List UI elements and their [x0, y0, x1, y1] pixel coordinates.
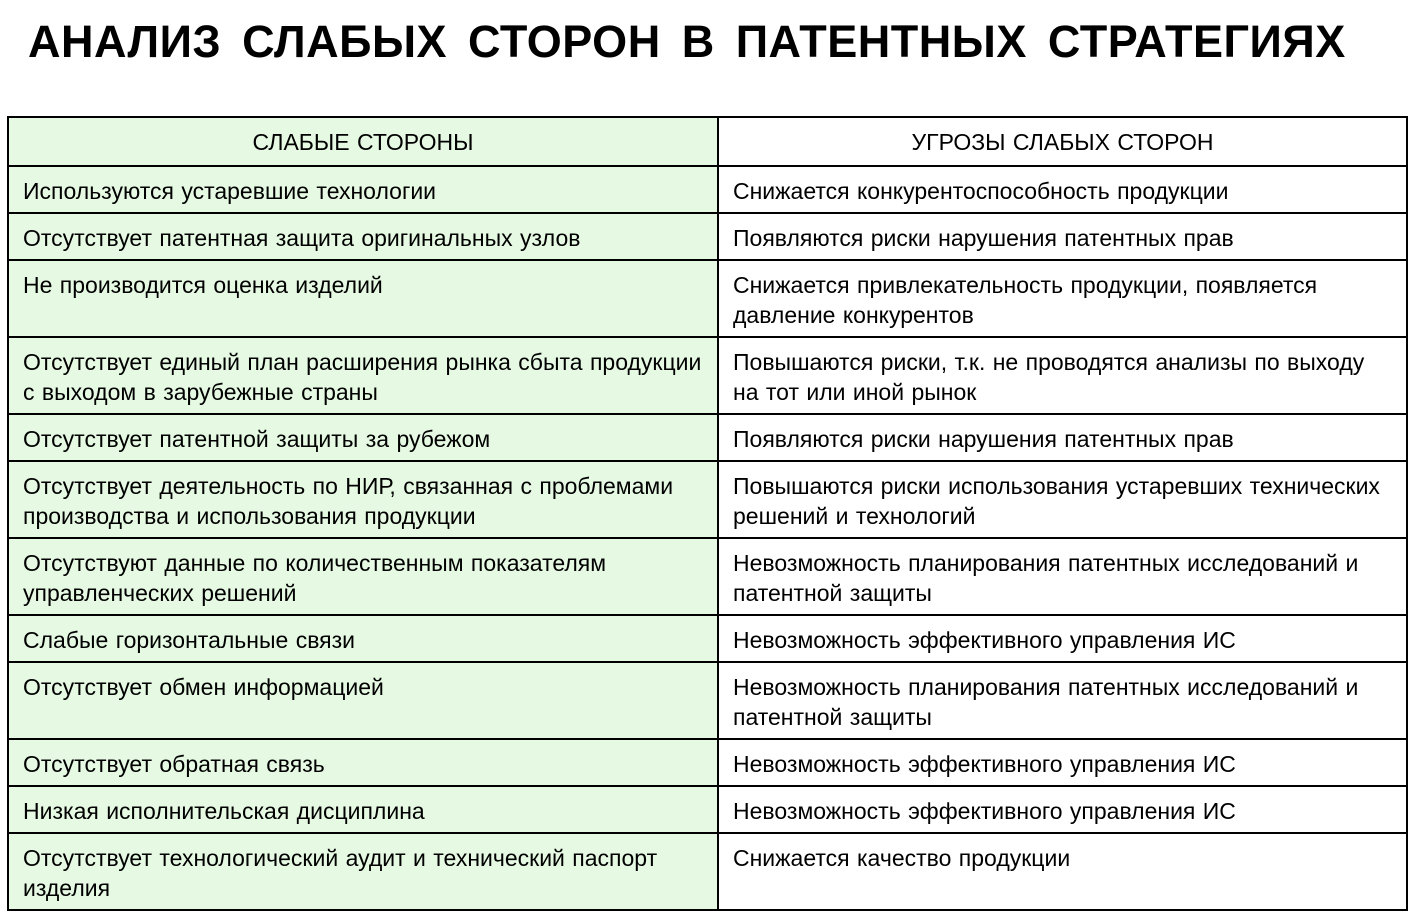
table-row — [8, 833, 1407, 910]
header-threats: УГРОЗЫ СЛАБЫХ СТОРОН — [718, 117, 1407, 166]
table-row — [8, 213, 1407, 260]
weakness-cell: Слабые горизонтальные связи — [8, 615, 718, 662]
weakness-cell: Отсутствует обмен информацией — [8, 662, 718, 739]
threat-cell: Невозможность эффективного управления ИС — [718, 615, 1407, 662]
threat-cell: Снижается привлекательность продукции, появляется давление конкурентов — [718, 260, 1407, 337]
table-row — [8, 461, 1407, 538]
header-weaknesses: СЛАБЫЕ СТОРОНЫ — [8, 117, 718, 166]
weakness-cell: Отсутствует патентная защита оригинальных узлов — [8, 213, 718, 260]
threat-cell: Снижается конкурентоспособность продукции — [718, 166, 1407, 213]
page-title: АНАЛИЗ СЛАБЫХ СТОРОН В ПАТЕНТНЫХ СТРАТЕГИЯХ — [28, 16, 1346, 67]
table-row — [8, 615, 1407, 662]
table-row — [8, 739, 1407, 786]
threat-cell: Невозможность планирования патентных исследований и патентной защиты — [718, 538, 1407, 615]
weakness-cell: Отсутствует технологический аудит и технический паспорт изделия — [8, 833, 718, 910]
table-row — [8, 260, 1407, 337]
weakness-cell: Отсутствуют данные по количественным показателям управленческих решений — [8, 538, 718, 615]
weakness-cell: Не производится оценка изделий — [8, 260, 718, 337]
table-row — [8, 166, 1407, 213]
threat-cell: Появляются риски нарушения патентных прав — [718, 213, 1407, 260]
weakness-cell: Отсутствует деятельность по НИР, связанная с проблемами производства и использования продукции — [8, 461, 718, 538]
table-header-row — [8, 117, 1407, 166]
table-row — [8, 786, 1407, 833]
threat-cell: Снижается качество продукции — [718, 833, 1407, 910]
threat-cell: Невозможность эффективного управления ИС — [718, 786, 1407, 833]
weakness-cell: Используются устаревшие технологии — [8, 166, 718, 213]
weakness-cell: Отсутствует единый план расширения рынка сбыта продукции с выходом в зарубежные страны — [8, 337, 718, 414]
table-row — [8, 538, 1407, 615]
weakness-cell: Отсутствует патентной защиты за рубежом — [8, 414, 718, 461]
table-row — [8, 662, 1407, 739]
table-row — [8, 337, 1407, 414]
threat-cell: Повышаются риски использования устаревших технических решений и технологий — [718, 461, 1407, 538]
weakness-threat-table — [7, 116, 1408, 911]
threat-cell: Невозможность эффективного управления ИС — [718, 739, 1407, 786]
threat-cell: Появляются риски нарушения патентных прав — [718, 414, 1407, 461]
threat-cell: Невозможность планирования патентных исследований и патентной защиты — [718, 662, 1407, 739]
weakness-cell: Низкая исполнительская дисциплина — [8, 786, 718, 833]
weakness-cell: Отсутствует обратная связь — [8, 739, 718, 786]
threat-cell: Повышаются риски, т.к. не проводятся анализы по выходу на тот или иной рынок — [718, 337, 1407, 414]
table-row — [8, 414, 1407, 461]
